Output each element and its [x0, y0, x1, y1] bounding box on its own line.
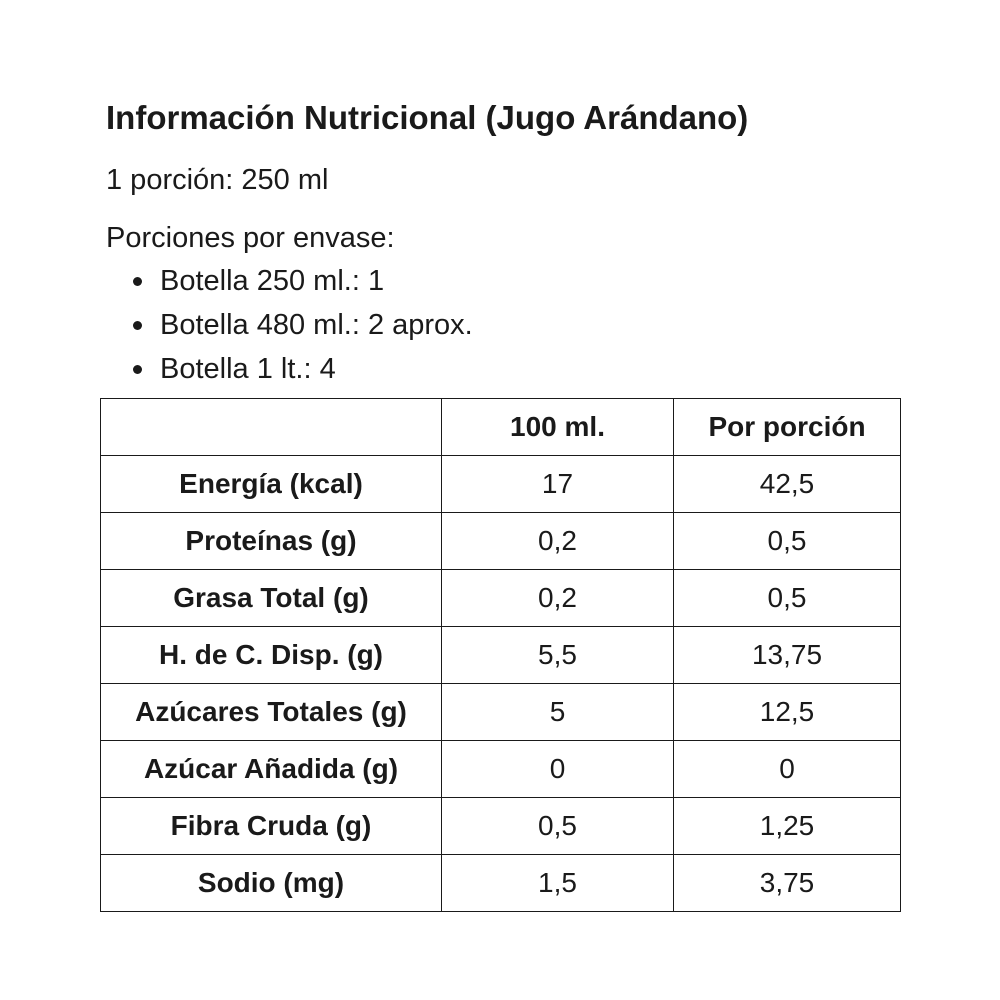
table-header-row	[101, 399, 901, 456]
table-row	[101, 741, 901, 798]
nutrient-name: Azúcar Añadida (g)	[101, 741, 442, 798]
value-per-100ml: 0	[442, 741, 674, 798]
nutrient-name: Sodio (mg)	[101, 855, 442, 912]
value-per-serving: 0,5	[674, 513, 901, 570]
portion-item	[130, 262, 473, 306]
portions-label: Porciones por envase:	[106, 222, 395, 254]
table-row	[101, 627, 901, 684]
nutrition-table	[100, 398, 901, 912]
nutrient-name: Fibra Cruda (g)	[101, 798, 442, 855]
portions-list	[130, 262, 473, 394]
value-per-serving: 1,25	[674, 798, 901, 855]
table-row	[101, 684, 901, 741]
table-row	[101, 513, 901, 570]
bullet-icon	[133, 321, 142, 330]
value-per-100ml: 5,5	[442, 627, 674, 684]
bullet-icon	[133, 365, 142, 374]
portion-item-label: Botella 250 ml.: 1	[160, 265, 385, 297]
value-per-serving: 0	[674, 741, 901, 798]
value-per-serving: 0,5	[674, 570, 901, 627]
value-per-100ml: 5	[442, 684, 674, 741]
nutrient-name: H. de C. Disp. (g)	[101, 627, 442, 684]
serving-size: 1 porción: 250 ml	[106, 164, 329, 196]
table-row	[101, 855, 901, 912]
page-title: Información Nutricional (Jugo Arándano)	[106, 99, 749, 136]
portion-item-label: Botella 1 lt.: 4	[160, 353, 336, 385]
value-per-100ml: 17	[442, 456, 674, 513]
value-per-100ml: 0,2	[442, 570, 674, 627]
portion-item	[130, 306, 473, 350]
nutrient-name: Energía (kcal)	[101, 456, 442, 513]
value-per-100ml: 1,5	[442, 855, 674, 912]
value-per-serving: 42,5	[674, 456, 901, 513]
value-per-serving: 12,5	[674, 684, 901, 741]
nutrient-name: Proteínas (g)	[101, 513, 442, 570]
table-row	[101, 798, 901, 855]
portion-item	[130, 350, 473, 394]
value-per-100ml: 0,2	[442, 513, 674, 570]
table-row	[101, 570, 901, 627]
header-per-serving: Por porción	[674, 399, 901, 456]
header-nutrient	[101, 399, 442, 456]
value-per-serving: 3,75	[674, 855, 901, 912]
value-per-100ml: 0,5	[442, 798, 674, 855]
value-per-serving: 13,75	[674, 627, 901, 684]
nutrient-name: Azúcares Totales (g)	[101, 684, 442, 741]
bullet-icon	[133, 277, 142, 286]
header-per-100ml: 100 ml.	[442, 399, 674, 456]
table-row	[101, 456, 901, 513]
nutrient-name: Grasa Total (g)	[101, 570, 442, 627]
portion-item-label: Botella 480 ml.: 2 aprox.	[160, 309, 473, 341]
